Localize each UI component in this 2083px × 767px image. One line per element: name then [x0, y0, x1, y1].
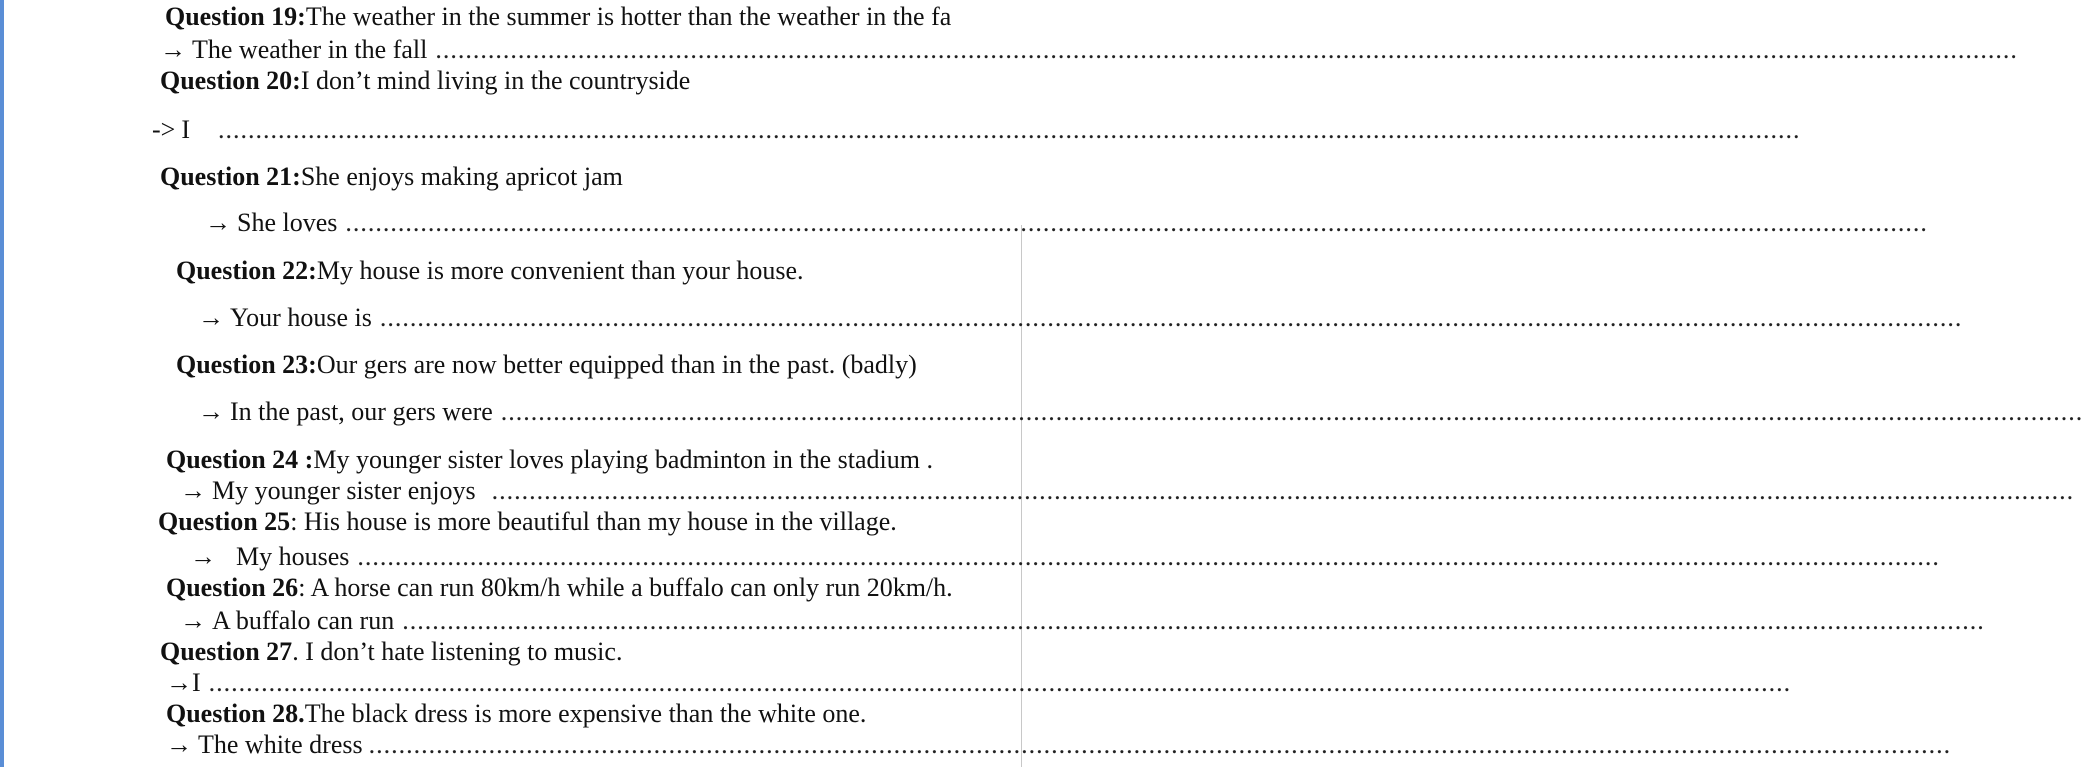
answer-blank[interactable]: ................................................................................................................................................................................................................... — [500, 397, 2083, 426]
question-prompt: The weather in the summer is hotter than the weather in the fa — [305, 2, 952, 31]
arrow-icon: → — [205, 208, 231, 237]
question-prompt: : A horse can run 80km/h while a buffalo can only run 20km/h. — [298, 573, 953, 602]
answer-start: Your house is — [230, 303, 372, 332]
question-label: Question 28. — [166, 699, 305, 728]
question-20 — [160, 66, 1010, 96]
answer-blank[interactable]: ................................................................................................................................................................................................................... — [345, 208, 1928, 237]
question-label: Question 25 — [158, 507, 291, 536]
answer-blank[interactable]: ................................................................................................................................................................................................................... — [402, 606, 1985, 635]
question-label: Question 22: — [176, 256, 317, 285]
answer-blank[interactable]: ................................................................................................................................................................................................................... — [208, 668, 1792, 697]
question-prompt: My house is more convenient than your house. — [316, 256, 804, 285]
question-label: Question 19: — [165, 2, 306, 31]
question-label: Question 27 — [160, 637, 293, 666]
arrow-icon: → — [166, 668, 192, 697]
arrow-icon: → — [190, 542, 216, 571]
question-label: Question 26 — [166, 573, 299, 602]
answer-20 — [152, 115, 1801, 145]
arrow-icon: → — [198, 303, 224, 332]
question-label: Question 20: — [160, 66, 301, 95]
arrow-icon: → — [166, 730, 192, 759]
answer-start: In the past, our gers were — [230, 397, 493, 426]
question-label: Question 21: — [160, 162, 301, 191]
answer-start: She loves — [237, 208, 338, 237]
answer-start: I — [192, 668, 201, 697]
answer-blank[interactable]: ................................................................................................................................................................................................................... — [435, 35, 2018, 64]
question-prompt: Our gers are now better equipped than in the past. (badly) — [316, 350, 917, 379]
answer-24 — [180, 476, 2075, 506]
arrow-icon: → — [198, 397, 224, 426]
question-prompt: : His house is more beautiful than my house in the village. — [290, 507, 897, 536]
question-prompt: . I don’t hate listening to music. — [292, 637, 623, 666]
answer-27 — [166, 668, 1792, 698]
answer-21 — [205, 208, 1928, 238]
question-21 — [160, 162, 1010, 192]
arrow-icon: → — [160, 35, 186, 64]
question-25 — [158, 507, 1008, 537]
question-prompt: My younger sister loves playing badminton in the stadium . — [313, 445, 933, 474]
question-prompt: She enjoys making apricot jam — [300, 162, 623, 191]
answer-blank[interactable]: ................................................................................................................................................................................................................... — [218, 115, 1801, 144]
answer-start: My houses — [236, 542, 350, 571]
question-26 — [166, 573, 1016, 603]
answer-26 — [180, 606, 1985, 636]
answer-22 — [198, 303, 1963, 333]
answer-28 — [166, 730, 1952, 760]
arrow-icon: → — [180, 476, 206, 505]
answer-25 — [190, 542, 1940, 572]
question-22 — [176, 256, 1006, 286]
question-24 — [166, 445, 1006, 475]
answer-start: My younger sister enjoys — [212, 476, 476, 505]
question-28 — [166, 699, 1016, 729]
left-edge-bar — [0, 0, 4, 767]
question-prompt: The black dress is more expensive than the white one. — [304, 699, 867, 728]
answer-start: A buffalo can run — [212, 606, 395, 635]
answer-blank[interactable]: ................................................................................................................................................................................................................... — [379, 303, 1963, 332]
answer-start: I — [181, 115, 190, 144]
answer-blank[interactable]: ................................................................................................................................................................................................................... — [491, 476, 2075, 505]
question-label: Question 23: — [176, 350, 317, 379]
answer-19 — [160, 35, 2018, 65]
answer-start: The white dress — [198, 730, 363, 759]
question-label: Question 24 : — [166, 445, 314, 474]
answer-blank[interactable]: ................................................................................................................................................................................................................... — [368, 730, 1952, 759]
question-23 — [176, 350, 1006, 380]
answer-start: The weather in the fall — [192, 35, 428, 64]
question-19 — [165, 2, 1015, 32]
answer-23 — [198, 397, 2083, 427]
answer-blank[interactable]: ................................................................................................................................................................................................................... — [357, 542, 1940, 571]
arrow-icon: → — [180, 606, 206, 635]
question-prompt: I don’t mind living in the countryside — [300, 66, 691, 95]
question-27 — [160, 637, 1010, 667]
arrow-icon: -> — [152, 115, 176, 144]
